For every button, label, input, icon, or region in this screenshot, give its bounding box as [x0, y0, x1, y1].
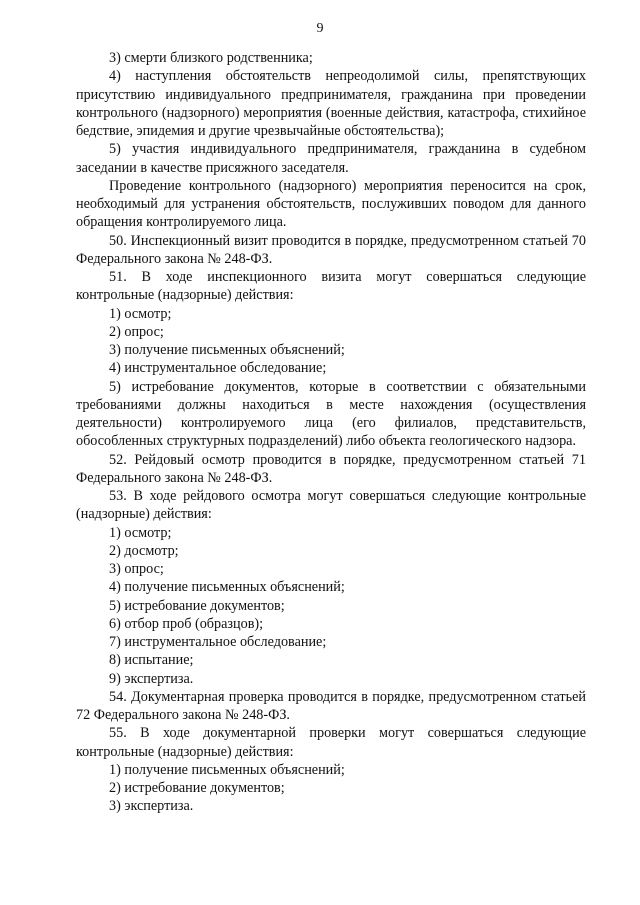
paragraph: Проведение контрольного (надзорного) мероприятия переносится на срок, необходимый для устранения обстоятельств, послуживших поводом для данного обращения контролируемого лица. [76, 177, 586, 231]
list-item: 2) истребование документов; [109, 780, 285, 796]
list-item: 9) экспертиза. [109, 670, 194, 687]
list-item: 1) получение письменных объяснений; [109, 761, 345, 778]
paragraph: 54. Документарная проверка проводится в порядке, предусмотренном статьей 72 Федерального закона № 248-ФЗ. [76, 688, 586, 723]
list-item: 8) испытание; [109, 652, 194, 669]
list-item: 2) досмотр; [109, 542, 179, 559]
list-item: 5) истребование документов; [109, 597, 285, 614]
paragraph: 52. Рейдовый осмотр проводится в порядке, предусмотренном статьей 71 Федерального закона № 248-ФЗ. [76, 451, 586, 486]
list-item: 2) опрос; [109, 323, 164, 340]
paragraph: 50. Инспекционный визит проводится в порядке, предусмотренном статьей 70 Федерального закона № 248-ФЗ. [76, 232, 586, 267]
list-item: 3) опрос; [109, 561, 164, 577]
list-item: 7) инструментальное обследование; [109, 634, 327, 650]
paragraph: 53. В ходе рейдового осмотра могут совершаться следующие контрольные (надзорные) действия: [76, 488, 586, 523]
list-item: 3) получение письменных объяснений; [109, 342, 345, 358]
page-number: 9 [316, 21, 324, 36]
list-item: 4) получение письменных объяснений; [109, 579, 345, 596]
document-body [76, 49, 586, 816]
paragraph: 4) наступления обстоятельств непреодолимой силы, препятствующих присутствию индивидуального предпринимателя, гражданина при проведении контрольного (надзорного) мероприятия (военные действия, катастрофа, стихийное бедствие, эпидемия и другие чрезвычайные обстоятельства); [76, 68, 586, 139]
list-item: 1) осмотр; [109, 524, 172, 541]
paragraph: 3) смерти близкого родственника; [109, 50, 313, 66]
paragraph: 5) истребование документов, которые в соответствии с обязательными требованиями должны находиться в месте нахождения (осуществления деятельности) контролируемого лица (его филиалов, представительств, обособленных структурных подразделений) либо объекта геологического надзора. [76, 378, 586, 450]
list-item: 6) отбор проб (образцов); [109, 615, 264, 632]
paragraph: 5) участия индивидуального предпринимателя, гражданина в судебном заседании в качестве присяжного заседателя. [76, 141, 586, 176]
list-item: 3) экспертиза. [109, 798, 194, 815]
paragraph: 55. В ходе документарной проверки могут совершаться следующие контрольные (надзорные) действия: [76, 725, 586, 760]
list-item: 1) осмотр; [109, 305, 172, 322]
list-item: 4) инструментальное обследование; [109, 360, 327, 377]
paragraph: 51. В ходе инспекционного визита могут совершаться следующие контрольные (надзорные) действия: [76, 269, 586, 304]
